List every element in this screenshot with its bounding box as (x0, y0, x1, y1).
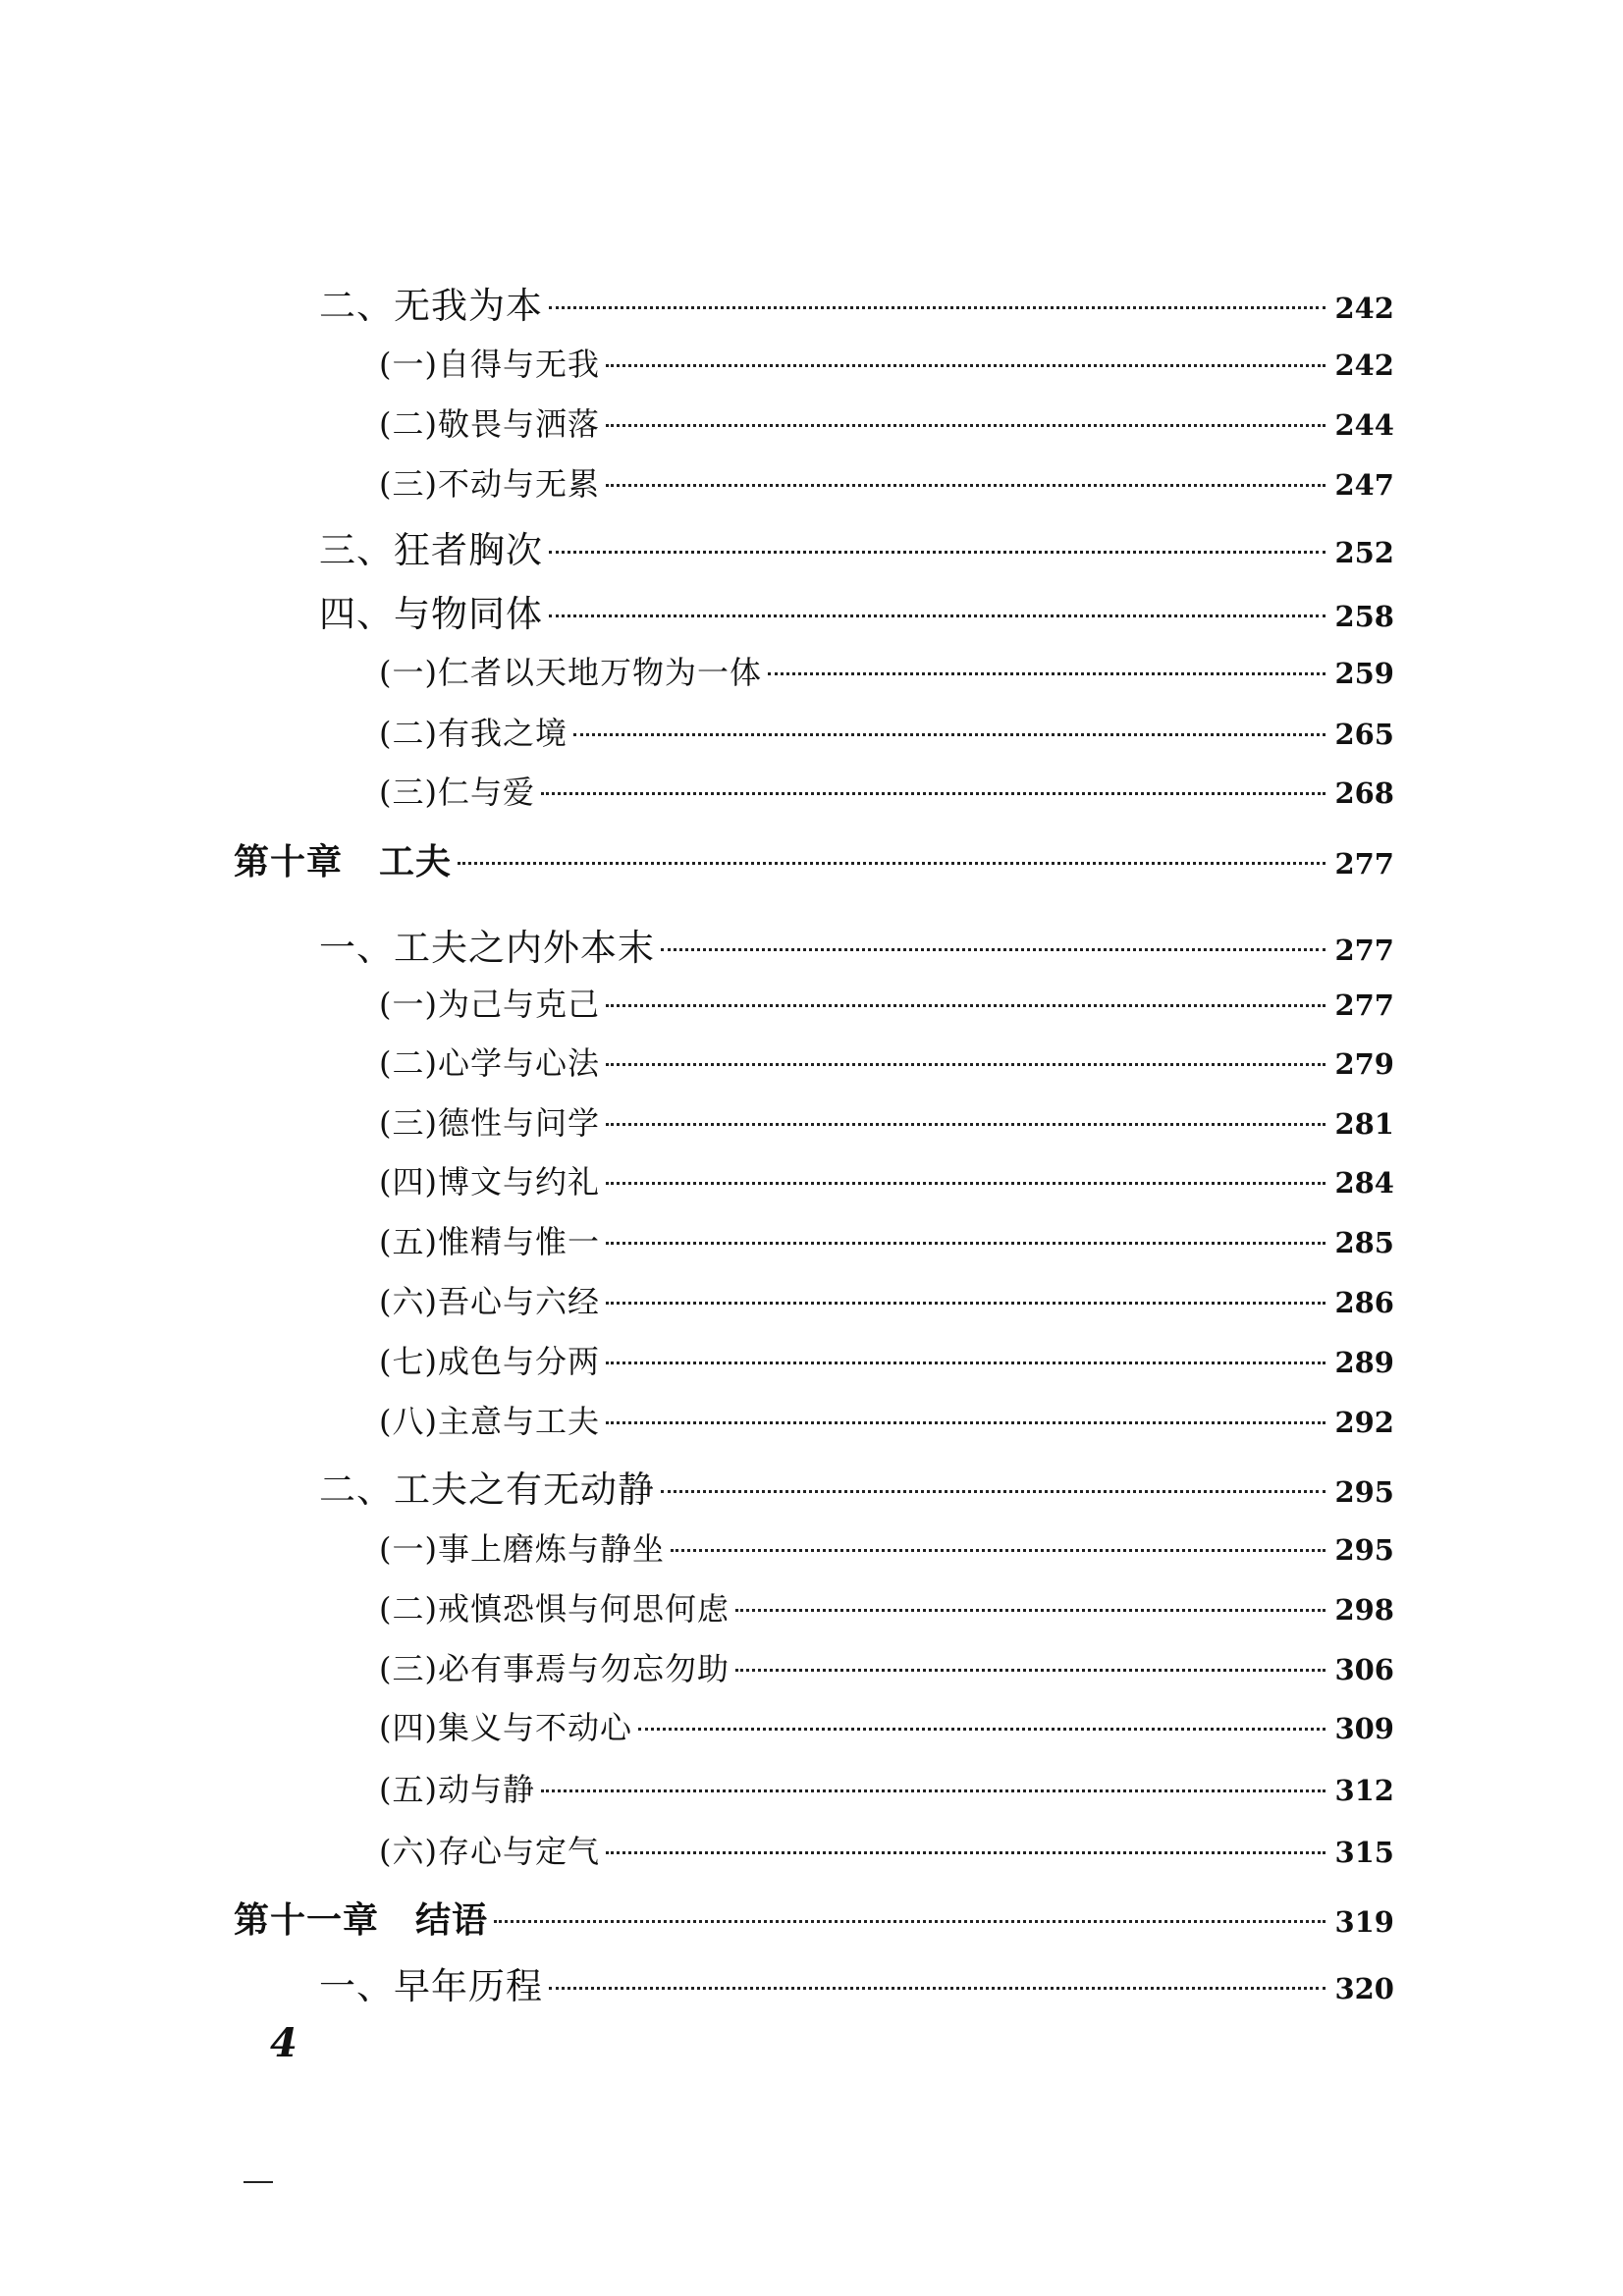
toc-entry-title: (二)戒慎恐惧与何思何虑 (379, 1590, 730, 1628)
toc-entry-page: 268 (1334, 776, 1394, 810)
toc-entry-title: (五)惟精与惟一 (379, 1223, 600, 1260)
toc-entry-title: (六)吾心与六经 (379, 1283, 600, 1320)
toc-entry-page: 315 (1334, 1836, 1394, 1869)
toc-entry-title: (一)事上磨炼与静坐 (379, 1530, 665, 1568)
toc-entry-title: (五)动与静 (379, 1771, 535, 1808)
toc-entry-page: 319 (1334, 1905, 1394, 1939)
toc-entry-page: 242 (1334, 292, 1394, 325)
dot-leader (606, 346, 1325, 377)
toc-entry-title: (二)有我之境 (379, 715, 568, 752)
toc-entry (379, 709, 1394, 754)
toc-entry (319, 1956, 1394, 2009)
toc-entry-title: (六)存心与定气 (379, 1833, 600, 1870)
dot-leader (735, 1590, 1325, 1622)
dot-leader (735, 1650, 1325, 1682)
toc-entry-page: 258 (1334, 600, 1394, 633)
dot-leader (549, 592, 1325, 628)
dot-leader (549, 284, 1325, 320)
dot-leader (606, 1104, 1325, 1136)
toc-entry-title: 二、工夫之有无动静 (319, 1468, 655, 1511)
toc-entry-title: (一)为己与克己 (379, 986, 600, 1023)
toc-entry-page: 285 (1334, 1226, 1394, 1259)
toc-entry-title: (一)自得与无我 (379, 346, 600, 383)
toc-entry (379, 648, 1394, 693)
toc-entry (379, 1827, 1394, 1872)
toc-entry-page: 295 (1334, 1533, 1394, 1567)
dot-leader (494, 1898, 1325, 1934)
dot-leader (606, 465, 1325, 497)
toc-entry-page: 286 (1334, 1286, 1394, 1319)
toc-entry-page: 298 (1334, 1593, 1394, 1627)
toc-entry-title: 一、工夫之内外本末 (319, 927, 655, 969)
toc-entry-page: 259 (1334, 657, 1394, 690)
toc-entry-page: 277 (1334, 988, 1394, 1022)
toc-entry-page: 292 (1334, 1406, 1394, 1439)
toc-entry-page: 312 (1334, 1774, 1394, 1807)
toc-entry (319, 276, 1394, 329)
dot-leader (606, 1403, 1325, 1434)
toc-entry-title: (二)心学与心法 (379, 1044, 600, 1082)
toc-entry-page: 242 (1334, 348, 1394, 382)
dot-leader (606, 1223, 1325, 1255)
toc-entry (319, 584, 1394, 637)
dot-leader (606, 1044, 1325, 1076)
dot-leader (606, 986, 1325, 1017)
toc-entry (379, 1337, 1394, 1382)
toc-entry-title: 二、无我为本 (319, 285, 543, 327)
dot-leader (606, 405, 1325, 437)
toc-entry-title: 第十一章 结语 (234, 1900, 489, 1941)
dot-leader (458, 840, 1325, 876)
toc-entry-page: 277 (1334, 847, 1394, 881)
toc-entry-title: (四)博文与约礼 (379, 1163, 600, 1201)
dot-leader (541, 1771, 1325, 1802)
toc-entry (379, 400, 1394, 445)
toc-entry (379, 1039, 1394, 1084)
dot-leader (606, 1163, 1325, 1195)
dot-leader (606, 1343, 1325, 1374)
toc-entry (379, 1644, 1394, 1689)
toc-entry-title: (三)不动与无累 (379, 465, 600, 503)
toc-entry (379, 340, 1394, 385)
dot-leader (606, 1833, 1325, 1864)
toc-entry-title: 一、早年历程 (319, 1965, 543, 2007)
toc-entry (379, 768, 1394, 813)
toc-entry (379, 1584, 1394, 1629)
toc-entry-page: 289 (1334, 1346, 1394, 1379)
toc-entry-page: 265 (1334, 718, 1394, 751)
toc-entry-title: 三、狂者胸次 (319, 529, 543, 571)
toc-entry-title: (一)仁者以天地万物为一体 (379, 654, 762, 691)
toc-entry-title: 第十章 工夫 (234, 842, 453, 882)
toc-entry (319, 1460, 1394, 1513)
toc-entry-title: (三)必有事焉与勿忘勿助 (379, 1650, 730, 1687)
toc-entry (379, 1277, 1394, 1322)
page-number: 4 (270, 2020, 298, 2066)
toc-entry (379, 1157, 1394, 1202)
toc-entry-page: 252 (1334, 536, 1394, 569)
toc-entry (379, 1524, 1394, 1570)
toc-entry-page: 309 (1334, 1712, 1394, 1745)
toc-entry (379, 980, 1394, 1025)
dot-leader (541, 774, 1325, 805)
toc-entry-page: 277 (1334, 934, 1394, 967)
toc-entry (379, 459, 1394, 505)
toc-entry (319, 520, 1394, 573)
toc-entry-title: (三)德性与问学 (379, 1104, 600, 1142)
dot-leader (549, 1964, 1325, 2001)
toc-entry-page: 281 (1334, 1107, 1394, 1141)
toc-entry-page: 244 (1334, 408, 1394, 442)
dot-leader (573, 715, 1325, 746)
dot-leader (661, 926, 1325, 962)
toc-entry-title: (三)仁与爱 (379, 774, 535, 811)
toc-entry (319, 918, 1394, 971)
dot-leader (661, 1468, 1325, 1504)
toc-chapter (234, 834, 1394, 884)
toc-entry (379, 1765, 1394, 1810)
toc-entry-title: (四)集义与不动心 (379, 1709, 632, 1746)
dot-leader (768, 654, 1325, 685)
dot-leader (606, 1283, 1325, 1314)
footer-divider (243, 2181, 273, 2183)
toc-entry-page: 306 (1334, 1653, 1394, 1686)
toc-entry-page: 284 (1334, 1166, 1394, 1200)
dot-leader (549, 528, 1325, 564)
toc-entry (379, 1098, 1394, 1144)
toc-entry-page: 295 (1334, 1475, 1394, 1509)
dot-leader (638, 1709, 1325, 1740)
toc-entry-page: 320 (1334, 1972, 1394, 2005)
toc-entry-title: 四、与物同体 (319, 593, 543, 635)
toc-entry (379, 1703, 1394, 1748)
toc-entry (379, 1217, 1394, 1262)
toc-entry-title: (二)敬畏与洒落 (379, 405, 600, 443)
toc-entry-title: (七)成色与分两 (379, 1343, 600, 1380)
toc-chapter (234, 1893, 1394, 1943)
toc-entry-title: (八)主意与工夫 (379, 1403, 600, 1440)
toc-entry-page: 279 (1334, 1047, 1394, 1081)
toc-entry (379, 1397, 1394, 1442)
toc-entry-page: 247 (1334, 468, 1394, 502)
dot-leader (671, 1530, 1325, 1562)
